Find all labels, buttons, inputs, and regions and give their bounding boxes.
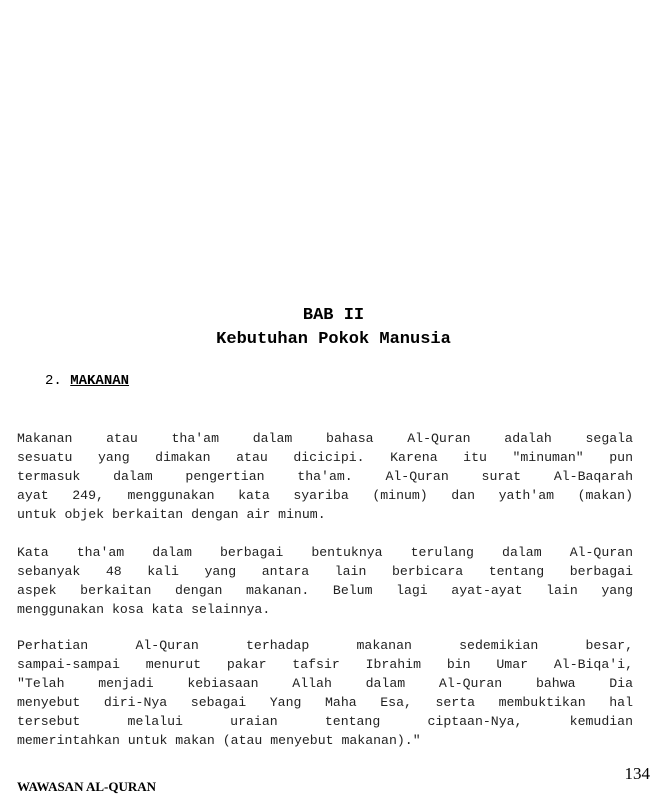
paragraph-2 xyxy=(17,543,633,619)
paragraph-line: memerintahkan untuk makan (atau menyebut makanan)." xyxy=(17,733,421,748)
paragraph-line: sesuatu yang dimakan atau dicicipi. Karena itu "minuman" pun xyxy=(17,450,633,465)
section-title: MAKANAN xyxy=(70,373,130,389)
chapter-label: BAB II xyxy=(302,306,365,325)
paragraph-line: menggunakan kosa kata selainnya. xyxy=(17,602,271,617)
paragraph-line: ayat 249, menggunakan kata syariba (minum) dan yath'am (makan) xyxy=(17,488,633,503)
paragraph-line: tersebut melalui uraian tentang ciptaan-Nya, kemudian xyxy=(17,714,633,729)
paragraph-line: Kata tha'am dalam berbagai bentuknya terulang dalam Al-Quran xyxy=(17,545,633,560)
chapter-heading xyxy=(0,304,667,352)
section-number: 2. xyxy=(45,373,62,389)
section-heading xyxy=(45,372,129,390)
paragraph-3 xyxy=(17,636,633,750)
paragraph-line: Perhatian Al-Quran terhadap makanan sedemikian besar, xyxy=(17,638,633,653)
book-title: WAWASAN AL-QURAN xyxy=(17,779,157,794)
paragraph-line: sampai-sampai menurut pakar tafsir Ibrahim bin Umar Al-Biqa'i, xyxy=(17,657,633,672)
paragraph-line: untuk objek berkaitan dengan air minum. xyxy=(17,507,326,522)
paragraph-line: sebanyak 48 kali yang antara lain berbicara tentang berbagai xyxy=(17,564,633,579)
paragraph-1 xyxy=(17,429,633,524)
paragraph-line: "Telah menjadi kebiasaan Allah dalam Al-Quran bahwa Dia xyxy=(17,676,633,691)
paragraph-line: aspek berkaitan dengan makanan. Belum lagi ayat-ayat lain yang xyxy=(17,583,633,598)
chapter-title: Kebutuhan Pokok Manusia xyxy=(216,330,451,349)
paragraph-line: Makanan atau tha'am dalam bahasa Al-Quran adalah segala xyxy=(17,431,633,446)
page-number: 134 xyxy=(624,764,650,783)
paragraph-line: termasuk dalam pengertian tha'am. Al-Quran surat Al-Baqarah xyxy=(17,469,633,484)
paragraph-line: menyebut diri-Nya sebagai Yang Maha Esa, serta membuktikan hal xyxy=(17,695,633,710)
